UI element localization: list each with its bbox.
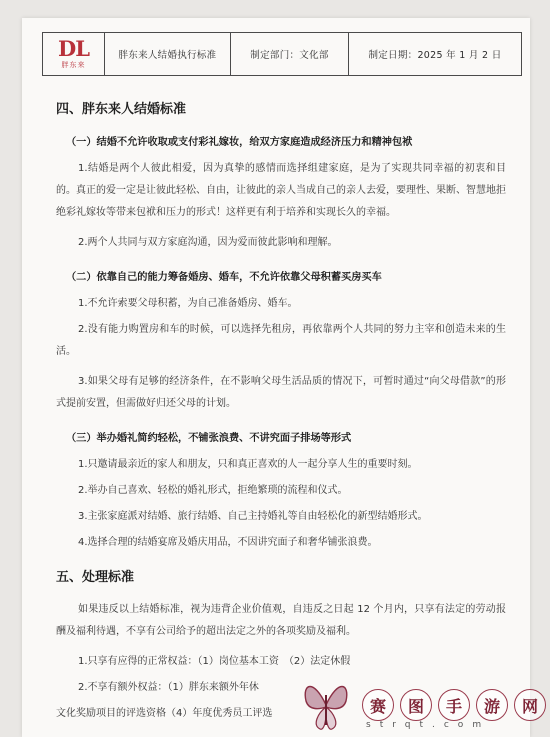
butterfly-logo-icon xyxy=(300,677,352,733)
watermark-char: 赛 xyxy=(362,689,394,721)
document-title: 胖东来人结婚执行标准 xyxy=(105,33,231,75)
paragraph: 1.结婚是两个人彼此相爱，因为真挚的感情而选择组建家庭，是为了实现共同幸福的初衷和目的。真正的爱一定是让彼此轻松、自由，让彼此的亲人当成自己的亲人去爱，要理性、果断、智慧地拒绝彩礼嫁妆等带来包袱和压力的形式！这样更有利于培养和实现长久的幸福。 xyxy=(56,163,506,218)
paragraph: 4.选择合理的结婚宴席及婚庆用品，不因讲究面子和奢华铺张浪费。 xyxy=(78,537,378,548)
paragraph: 如果违反以上结婚标准，视为违背企业价值观，自违反之日起 12 个月内，只享有法定的劳动报酬及福利待遇，不享有公司给予的超出法定之外的各项奖励及福利。 xyxy=(56,604,506,637)
paragraph: 2.没有能力购置房和车的时候，可以选择先租房，再依靠两个人共同的努力主宰和创造未来的生活。 xyxy=(56,324,506,357)
site-watermark xyxy=(300,676,540,734)
logo-mark: DL xyxy=(58,36,89,61)
paragraph: 2.两个人共同与双方家庭沟通，因为爱而彼此影响和理解。 xyxy=(78,237,338,248)
paragraph: 2.举办自己喜欢、轻松的婚礼形式，拒绝繁琐的流程和仪式。 xyxy=(78,485,348,496)
document-body xyxy=(56,98,506,729)
document-page xyxy=(22,18,530,737)
paragraph: 3.如果父母有足够的经济条件，在不影响父母生活品质的情况下，可暂时通过“向父母借款”的形式提前安置，但需做好归还父母的计划。 xyxy=(56,376,506,409)
issue-date: 制定日期：2025 年 1 月 2 日 xyxy=(368,50,502,61)
logo-text: 胖东来 xyxy=(61,61,86,69)
paragraph: 1.不允许索要父母积蓄，为自己准备婚房、婚车。 xyxy=(78,298,298,309)
paragraph: 3.主张家庭派对结婚、旅行结婚、自己主持婚礼等自由轻松化的新型结婚形式。 xyxy=(78,511,428,522)
paragraph: 1.只邀请最亲近的家人和朋友，只和真正喜欢的人一起分享人生的重要时刻。 xyxy=(78,459,418,470)
section-5-title: 五、处理标准 xyxy=(56,570,135,585)
document-header xyxy=(42,32,522,76)
watermark-char: 游 xyxy=(476,689,508,721)
paragraph: 2.不享有额外权益：（1）胖东来额外年休 xyxy=(78,682,259,693)
watermark-domain: strqt.com xyxy=(366,720,491,730)
section-4-title: 四、胖东来人结婚标准 xyxy=(56,102,187,117)
section-4-3-heading: （三）举办婚礼简约轻松，不铺张浪费、不讲究面子排场等形式 xyxy=(66,433,352,444)
paragraph: 文化奖励项目的评选资格（4）年度优秀员工评选 xyxy=(56,708,273,719)
section-4-1-heading: （一）结婚不允许收取或支付彩礼嫁妆，给双方家庭造成经济压力和精神包袱 xyxy=(66,137,413,148)
watermark-char: 网 xyxy=(514,689,546,721)
paragraph: 1.只享有应得的正常权益：（1）岗位基本工资 （2）法定休假 xyxy=(78,656,351,667)
company-logo xyxy=(43,33,105,75)
watermark-char: 图 xyxy=(400,689,432,721)
department: 制定部门：文化部 xyxy=(231,33,349,75)
watermark-char: 手 xyxy=(438,689,470,721)
watermark-text xyxy=(362,689,546,721)
section-4-2-heading: （二）依靠自己的能力筹备婚房、婚车，不允许依靠父母积蓄买房买车 xyxy=(66,272,382,283)
